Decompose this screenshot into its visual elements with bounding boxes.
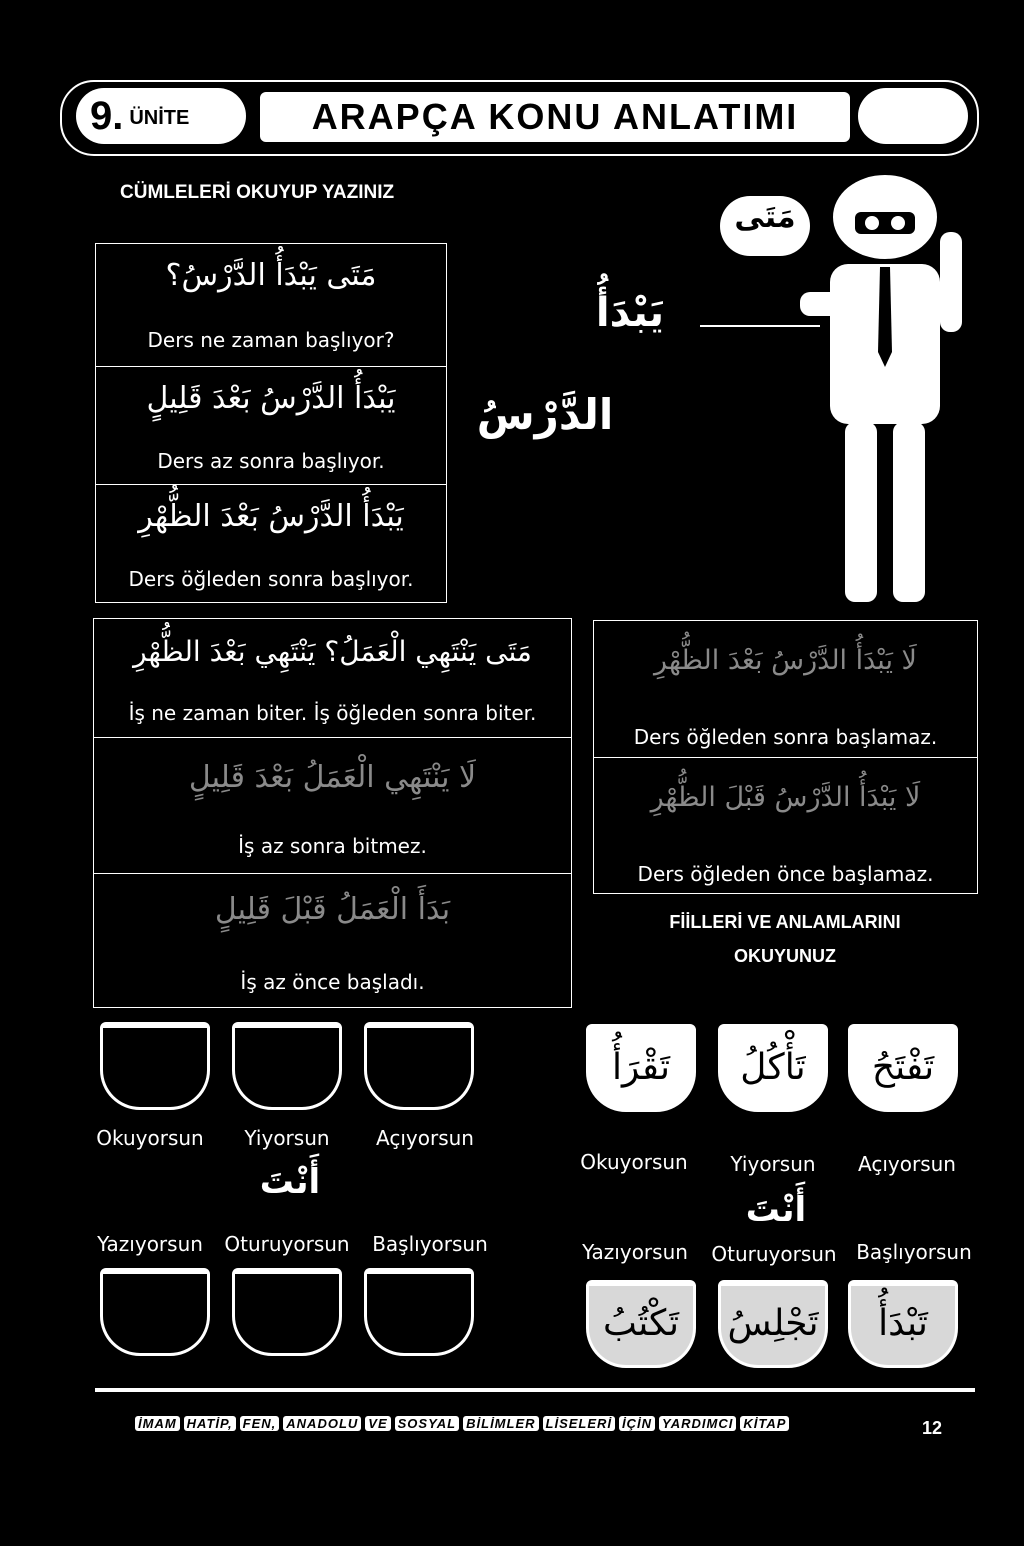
arabic-sentence: مَتَى يَنْتَهِي الْعَمَلُ؟ يَنْتَهِي بَعْدَ الظُّهْرِ xyxy=(133,635,532,668)
verb-label: Yiyorsun xyxy=(730,1152,816,1176)
teacher-figure-icon xyxy=(800,172,970,612)
empty-shield xyxy=(364,1268,474,1356)
footer-word: HATİP, xyxy=(184,1416,236,1431)
verb-label: Açıyorsun xyxy=(858,1152,956,1176)
page-number: 12 xyxy=(922,1418,943,1438)
verb-label: Yazıyorsun xyxy=(582,1240,688,1264)
sentence-row xyxy=(94,619,571,737)
verb-label: Oturuyorsun xyxy=(711,1242,837,1266)
verb-shield: تَكْتُبُ xyxy=(586,1280,696,1368)
turkish-sentence: Ders ne zaman başlıyor? xyxy=(147,328,395,352)
verb-shield: تَبْدَأُ xyxy=(848,1280,958,1368)
sentence-box-1 xyxy=(95,243,447,603)
pronoun-you: أَنْتَ xyxy=(259,1162,321,1202)
footer-word: ANADOLU xyxy=(283,1416,361,1431)
empty-shield xyxy=(100,1268,210,1356)
arabic-sentence: يَبْدَأُ الدَّرْسُ بَعْدَ قَلِيلٍ xyxy=(146,381,396,416)
verb-shield: تَجْلِسُ xyxy=(718,1280,828,1368)
verb-label: Yiyorsun xyxy=(244,1126,330,1150)
footer-word: YARDIMCI xyxy=(659,1416,736,1431)
word-when: مَتَى xyxy=(734,200,796,235)
arabic-sentence: لَا يَبْدَأُ الدَّرْسُ قَبْلَ الظُّهْرِ xyxy=(650,782,921,813)
empty-shield xyxy=(232,1268,342,1356)
page-title: ARAPÇA KONU ANLATIMI xyxy=(260,92,850,142)
arabic-sentence: لَا يَبْدَأُ الدَّرْسُ بَعْدَ الظُّهْرِ xyxy=(654,645,917,676)
footer-word: SOSYAL xyxy=(395,1416,460,1431)
arabic-sentence: بَدَأَ الْعَمَلُ قَبْلَ قَلِيلٍ xyxy=(214,892,451,927)
turkish-sentence: İş az önce başladı. xyxy=(240,970,425,994)
pointer-line xyxy=(700,325,820,327)
verbs-title-line1: FİİLLERİ VE ANLAMLARINI xyxy=(669,912,901,932)
sentence-row xyxy=(96,244,446,366)
arabic-sentence: مَتَى يَبْدَأُ الدَّرْسُ؟ xyxy=(165,258,377,293)
verb-label: Oturuyorsun xyxy=(224,1232,350,1256)
unit-number: 9. xyxy=(90,94,124,138)
sentence-row xyxy=(594,757,977,894)
sentence-row xyxy=(94,737,571,874)
footer-text xyxy=(135,1412,895,1436)
turkish-sentence: İş az sonra bitmez. xyxy=(238,834,427,858)
footer-word: VE xyxy=(365,1416,390,1431)
empty-shield xyxy=(100,1022,210,1110)
unit-badge xyxy=(76,88,246,144)
empty-shield xyxy=(232,1022,342,1110)
arabic-sentence: يَبْدَأُ الدَّرْسُ بَعْدَ الظُّهْرِ xyxy=(138,499,404,534)
verb-label: Başlıyorsun xyxy=(372,1232,488,1256)
turkish-sentence: Ders az sonra başlıyor. xyxy=(157,449,385,473)
footer-rule xyxy=(95,1388,975,1392)
turkish-sentence: Ders öğleden önce başlamaz. xyxy=(637,862,934,886)
sentence-box-3 xyxy=(593,620,978,894)
arabic-sentence: لَا يَنْتَهِي الْعَمَلُ بَعْدَ قَلِيلٍ xyxy=(188,760,477,795)
sentence-row xyxy=(94,873,571,1008)
footer-word: BİLİMLER xyxy=(463,1416,538,1431)
header-cap xyxy=(858,88,968,144)
section-title: CÜMLELERİ OKUYUP YAZINIZ xyxy=(120,182,395,203)
empty-shield xyxy=(364,1022,474,1110)
turkish-sentence: Ders öğleden sonra başlamaz. xyxy=(633,725,938,749)
footer-word: FEN, xyxy=(240,1416,280,1431)
word-lesson: الدَّرْسُ xyxy=(476,390,614,439)
pronoun-you: أَنْتَ xyxy=(745,1190,807,1230)
unit-word: ÜNİTE xyxy=(129,107,190,130)
verb-shield: تَفْتَحُ xyxy=(848,1024,958,1112)
verb-label: Başlıyorsun xyxy=(856,1240,972,1264)
footer-word: İMAM xyxy=(135,1416,180,1431)
footer-word: KİTAP xyxy=(740,1416,789,1431)
teacher-illustration xyxy=(800,172,970,612)
verb-label: Okuyorsun xyxy=(580,1150,688,1174)
verb-label: Okuyorsun xyxy=(96,1126,204,1150)
turkish-sentence: Ders öğleden sonra başlıyor. xyxy=(128,567,414,591)
verb-label: Yazıyorsun xyxy=(97,1232,203,1256)
verbs-title-line2: OKUYUNUZ xyxy=(734,946,836,966)
sentence-row xyxy=(96,484,446,603)
footer-word: İÇİN xyxy=(619,1416,655,1431)
sentence-box-2 xyxy=(93,618,572,1008)
footer-word: LİSELERİ xyxy=(543,1416,616,1431)
turkish-sentence: İş ne zaman biter. İş öğleden sonra biter. xyxy=(128,701,537,725)
verb-shield: تَقْرَأُ xyxy=(586,1024,696,1112)
word-begin: يَبْدَأُ xyxy=(595,290,665,336)
sentence-row xyxy=(594,621,977,757)
sentence-row xyxy=(96,366,446,485)
verb-shield: تَأْكُلُ xyxy=(718,1024,828,1112)
verb-label: Açıyorsun xyxy=(376,1126,474,1150)
